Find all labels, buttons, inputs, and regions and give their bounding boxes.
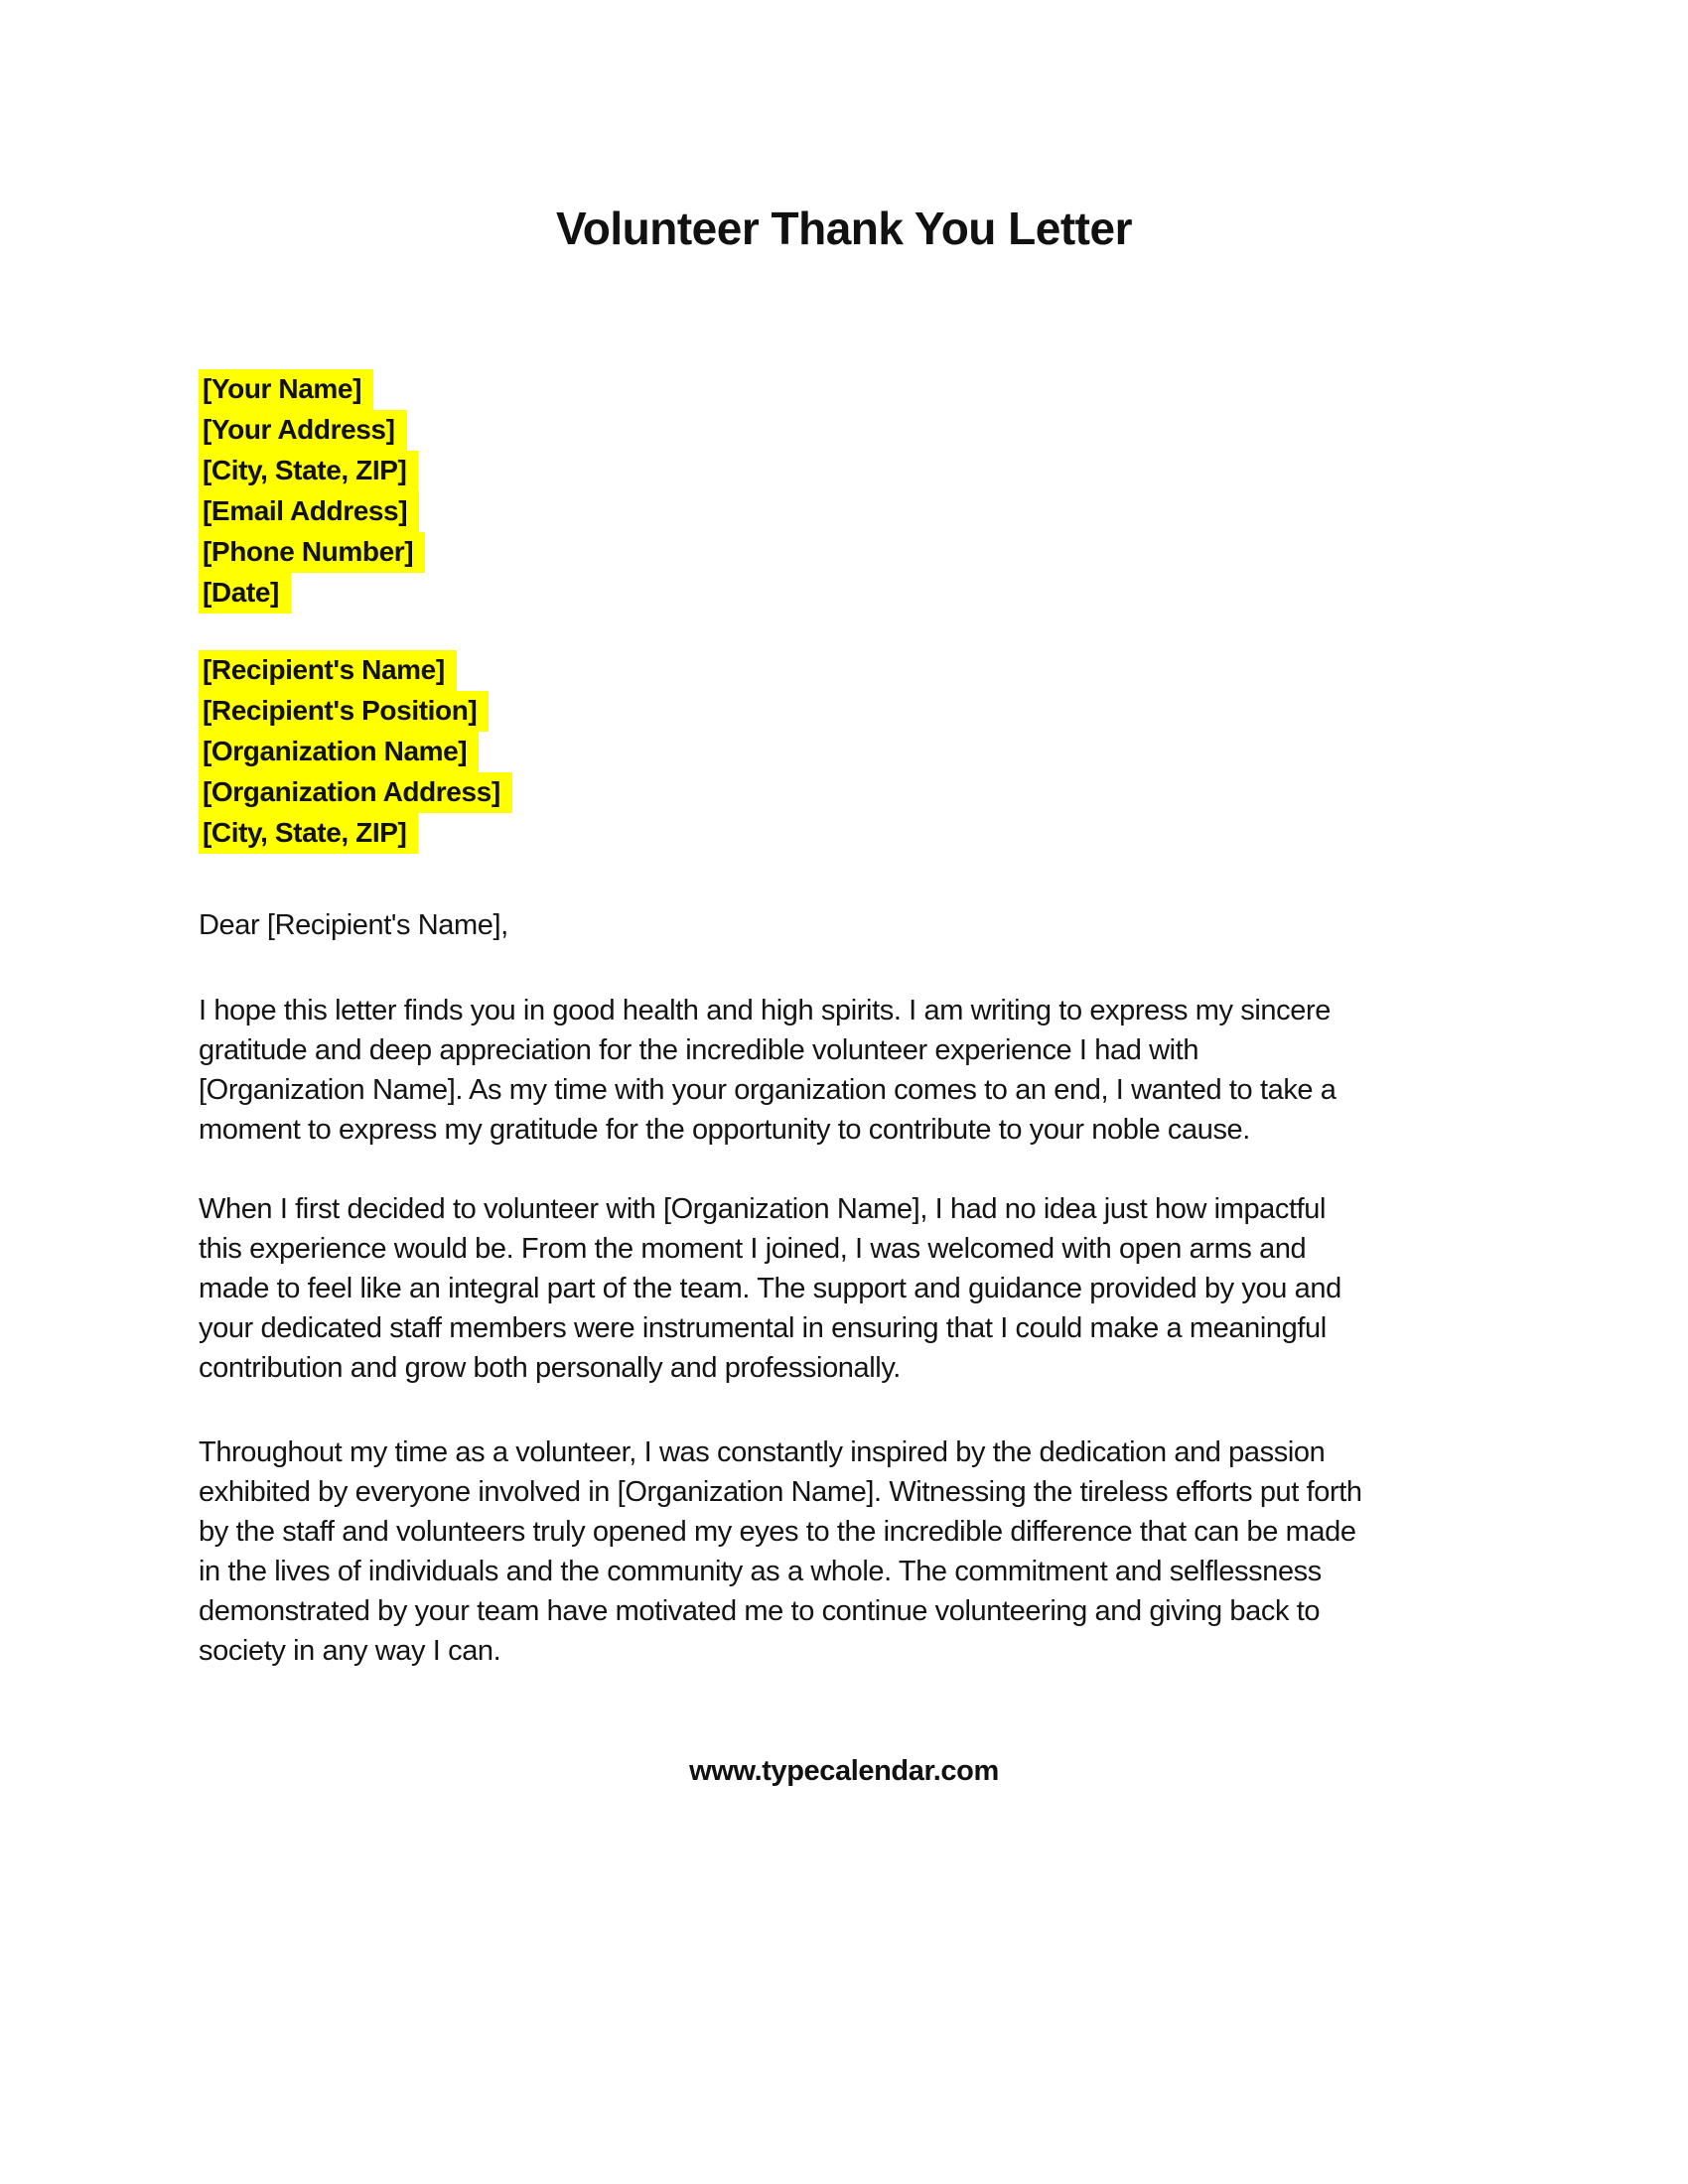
sender-line	[199, 491, 425, 532]
placeholder-organization-name: [Organization Name]	[199, 732, 479, 772]
footer-url: www.typecalendar.com	[689, 1755, 999, 1787]
paragraph-2	[199, 1189, 1341, 1388]
placeholder-date: [Date]	[199, 573, 291, 614]
sender-line	[199, 410, 425, 451]
paragraph-line: in the lives of individuals and the community as a whole. The commitment and selflessness	[199, 1556, 1322, 1587]
recipient-line	[199, 650, 512, 691]
placeholder-your-name: [Your Name]	[199, 369, 373, 410]
salutation: Dear [Recipient's Name],	[199, 909, 508, 941]
recipient-line	[199, 732, 512, 772]
sender-address-block	[199, 369, 425, 614]
paragraph-line: contribution and grow both personally and professionally.	[199, 1352, 901, 1384]
paragraph-3	[199, 1433, 1362, 1671]
recipient-line	[199, 813, 512, 854]
paragraph-1	[199, 991, 1336, 1150]
paragraph-line: When I first decided to volunteer with [Organization Name], I had no idea just how impactful	[199, 1193, 1327, 1225]
paragraph-line: gratitude and deep appreciation for the incredible volunteer experience I had with	[199, 1034, 1199, 1066]
placeholder-recipient-name: [Recipient's Name]	[199, 650, 457, 691]
recipient-line	[199, 691, 512, 732]
paragraph-line: Throughout my time as a volunteer, I was constantly inspired by the dedication and passion	[199, 1436, 1326, 1468]
placeholder-city-state-zip: [City, State, ZIP]	[199, 451, 418, 491]
sender-line	[199, 532, 425, 573]
sender-line	[199, 369, 425, 410]
paragraph-line: society in any way I can.	[199, 1635, 501, 1667]
paragraph-line: this experience would be. From the moment I joined, I was welcomed with open arms and	[199, 1233, 1307, 1265]
placeholder-email-address: [Email Address]	[199, 491, 419, 532]
sender-line	[199, 573, 425, 614]
page-title: Volunteer Thank You Letter	[556, 203, 1132, 254]
recipient-address-block	[199, 650, 512, 854]
placeholder-your-address: [Your Address]	[199, 410, 407, 451]
placeholder-recipient-position: [Recipient's Position]	[199, 691, 489, 732]
paragraph-line: by the staff and volunteers truly opened my eyes to the incredible difference that can be made	[199, 1516, 1356, 1548]
paragraph-line: demonstrated by your team have motivated me to continue volunteering and giving back to	[199, 1595, 1321, 1627]
paragraph-line: your dedicated staff members were instrumental in ensuring that I could make a meaningful	[199, 1312, 1327, 1344]
sender-line	[199, 451, 425, 491]
paragraph-line: moment to express my gratitude for the opportunity to contribute to your noble cause.	[199, 1114, 1250, 1146]
placeholder-phone-number: [Phone Number]	[199, 532, 425, 573]
recipient-line	[199, 772, 512, 813]
paragraph-line: I hope this letter finds you in good health and high spirits. I am writing to express my sincere	[199, 995, 1331, 1026]
paragraph-line: exhibited by everyone involved in [Organization Name]. Witnessing the tireless efforts put forth	[199, 1476, 1362, 1508]
placeholder-organization-address: [Organization Address]	[199, 772, 512, 813]
paragraph-line: made to feel like an integral part of the team. The support and guidance provided by you and	[199, 1273, 1341, 1304]
paragraph-line: [Organization Name]. As my time with your organization comes to an end, I wanted to take a	[199, 1074, 1336, 1106]
placeholder-recipient-city-state-zip: [City, State, ZIP]	[199, 813, 418, 854]
